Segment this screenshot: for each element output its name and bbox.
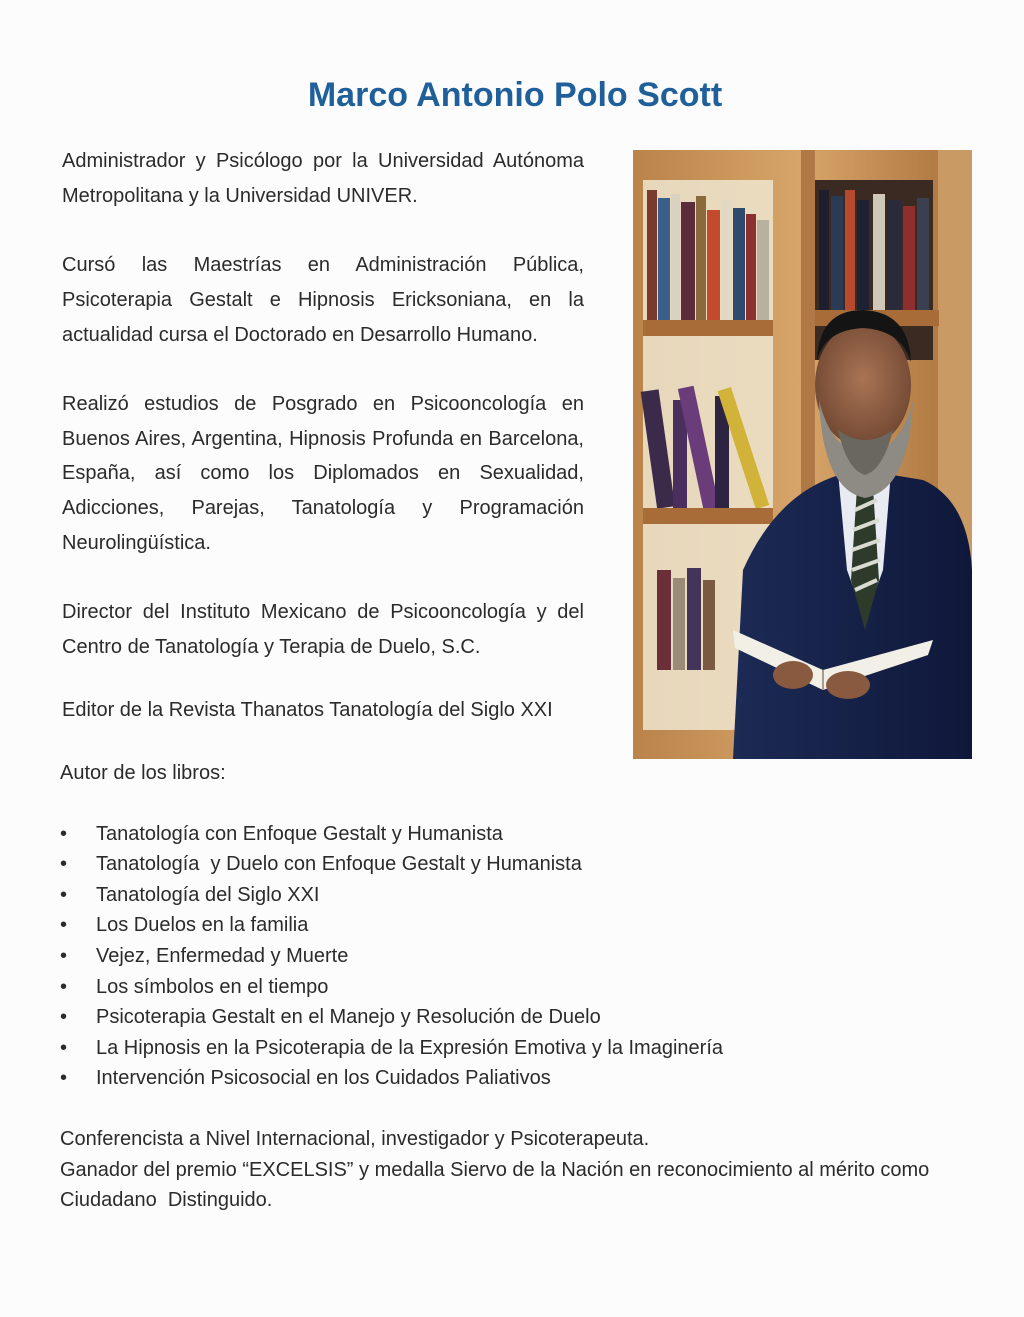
bullet: • xyxy=(60,975,68,998)
authors-label: Autor de los libros: xyxy=(60,762,226,784)
list-item xyxy=(60,849,723,880)
book-title: Los símbolos en el tiempo xyxy=(96,975,329,998)
book-title: Tanatología y Duelo con Enfoque Gestalt y Humanista xyxy=(96,853,582,876)
bio-paragraph: Editor de la Revista Thanatos Tanatología del Siglo XXI xyxy=(62,698,553,721)
bio-paragraph: Cursó las Maestrías en Administración Pública, Psicoterapia Gestalt e Hipnosis Ericksoniana, en la actualidad cursa el Doctorado en Desarrollo Humano. xyxy=(62,254,584,346)
footer-line: Conferencista a Nivel Internacional, investigador y Psicoterapeuta. xyxy=(60,1128,650,1150)
book-title: Los Duelos en la familia xyxy=(96,914,309,937)
list-item xyxy=(60,1002,723,1033)
book-list xyxy=(60,819,723,1094)
bullet: • xyxy=(60,883,68,906)
portrait-photo xyxy=(633,150,972,759)
book-title: Vejez, Enfermedad y Muerte xyxy=(96,944,349,967)
book-title: Tanatología del Siglo XXI xyxy=(96,883,320,906)
bullet: • xyxy=(60,1067,68,1090)
footer-line: Ganador del premio “EXCELSIS” y medalla Siervo de la Nación en reconocimiento al mérito como Ciudadano Distinguido. xyxy=(60,1158,935,1212)
bio-paragraph: Director del Instituto Mexicano de Psicooncología y del Centro de Tanatología y Terapia de Duelo, S.C. xyxy=(62,601,584,658)
bullet: • xyxy=(60,1036,68,1059)
bullet: • xyxy=(60,914,68,937)
list-item xyxy=(60,1063,723,1094)
book-title: Tanatología con Enfoque Gestalt y Humanista xyxy=(96,822,503,845)
book-title: Intervención Psicosocial en los Cuidados Paliativos xyxy=(96,1067,551,1090)
bio-paragraph: Administrador y Psicólogo por la Universidad Autónoma Metropolitana y la Universidad UNIVER. xyxy=(62,150,584,207)
book-title: La Hipnosis en la Psicoterapia de la Expresión Emotiva y la Imaginería xyxy=(96,1036,723,1059)
authors-section xyxy=(60,758,723,1094)
list-item xyxy=(60,1033,723,1064)
bullet: • xyxy=(60,853,68,876)
book-title: Psicoterapia Gestalt en el Manejo y Resolución de Duelo xyxy=(96,1006,601,1029)
list-item xyxy=(60,972,723,1003)
bullet: • xyxy=(60,944,68,967)
list-item xyxy=(60,910,723,941)
list-item xyxy=(60,819,723,850)
bio-paragraph: Realizó estudios de Posgrado en Psicooncología en Buenos Aires, Argentina, Hipnosis Profunda en Barcelona, España, así como los Diplomados en Sexualidad, Adicciones, Parejas, Tanatología y Programación Neurolingüística. xyxy=(62,392,584,554)
list-item xyxy=(60,941,723,972)
bullet: • xyxy=(60,822,68,845)
bio-column xyxy=(62,144,584,727)
page-title: Marco Antonio Polo Scott xyxy=(307,76,723,114)
bullet: • xyxy=(60,1006,68,1029)
footer-section xyxy=(60,1124,980,1216)
list-item xyxy=(60,880,723,911)
